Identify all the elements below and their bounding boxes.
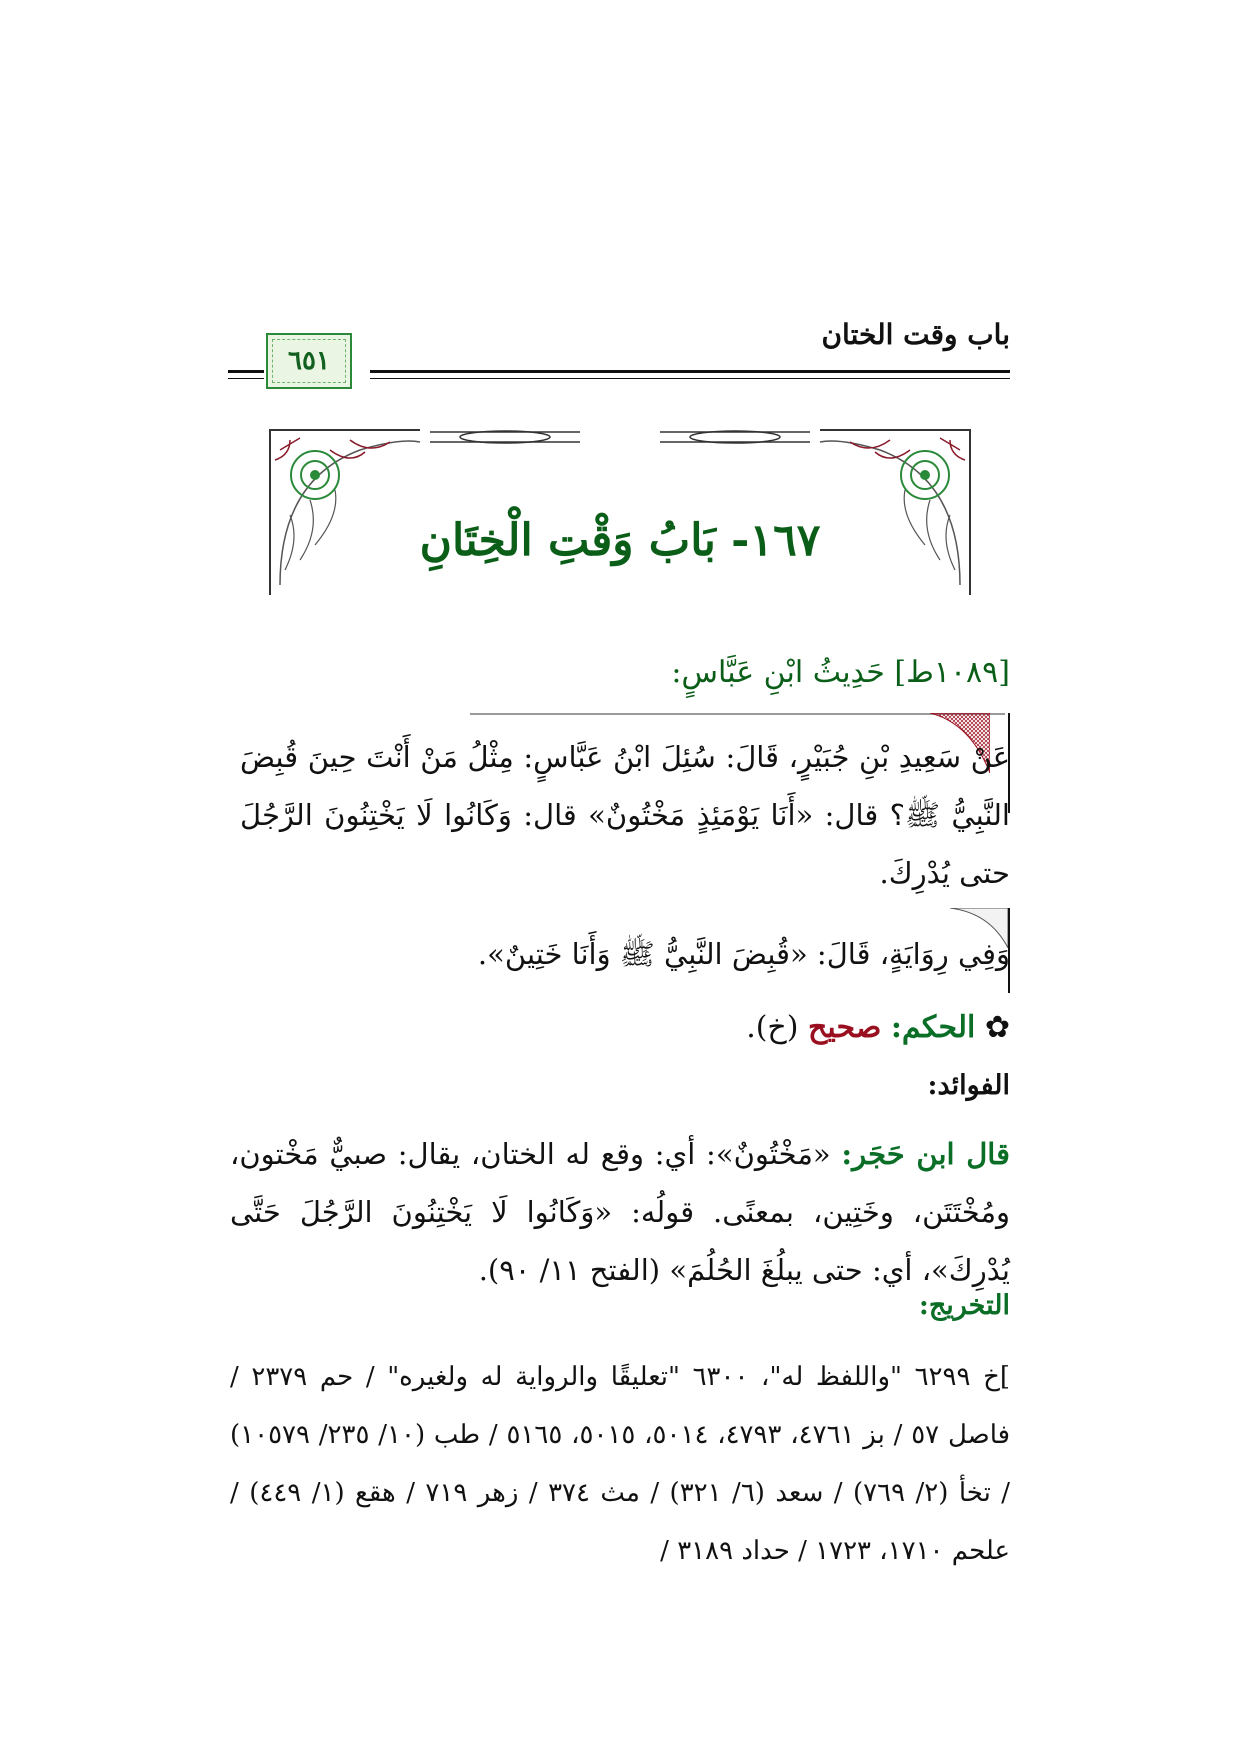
- chapter-ornament-frame: [260, 420, 980, 595]
- top-scroll-ornament: [430, 431, 810, 443]
- benefits-speaker: قال ابن حَجَر:: [841, 1137, 1010, 1171]
- ruling-ref: (خ).: [746, 1010, 799, 1045]
- running-title: باب وقت الختان: [821, 318, 1010, 351]
- hadith-variant-text: وَفِي رِوَايَةٍ، قَالَ: «قُبِضَ النَّبِيُّ ﷺ وَأَنَا خَتِينٌ».: [477, 937, 1010, 971]
- benefits-body: «مَخْتُونٌ»: أي: وقع له الختان، يقال: صبيٌّ مَخْتون، ومُخْتَتَن، وخَتِين، بمعنًى. قولُه: «وَكَانُوا لَا يَخْتِنُونَ الرَّجُلَ حَتَّى يُدْرِكَ»، أي: حتى يبلُغَ الحُلُمَ» (الفتح ١١/ ٩٠).: [230, 1137, 1010, 1287]
- takhrij-heading: التخريج:: [918, 1290, 1010, 1321]
- header-rule-left: [228, 370, 264, 373]
- right-corner-ornament: [820, 430, 970, 595]
- hadith-text: عَنْ سَعِيدِ بْنِ جُبَيْرٍ، قَالَ: سُئِلَ ابْنُ عَبَّاسٍ: مِثْلُ مَنْ أَنْتَ حِينَ قُبِضَ النَّبِيُّ ﷺ؟ قال: «أَنَا يَوْمَئِذٍ مَخْتُونٌ» قال: وَكَانُوا لَا يَخْتِنُونَ الرَّجُلَ حتى يُدْرِكَ.: [240, 740, 1010, 890]
- flower-ornament-icon: ✿: [984, 1010, 1010, 1045]
- ruling-verdict: صحيح: [808, 1010, 882, 1045]
- header-rule: [370, 370, 1010, 373]
- hadith-heading: [١٠٨٩ط] حَدِيثُ ابْنِ عَبَّاسٍ:: [671, 655, 1010, 690]
- header-rule-left-thin: [228, 378, 264, 379]
- heading-rule: [470, 713, 1005, 715]
- page-number: ٦٥١: [288, 346, 330, 376]
- benefits-heading: الفوائد:: [927, 1070, 1010, 1101]
- chapter-title: ١٦٧- بَابُ وَقْتِ الْخِتَانِ: [419, 515, 821, 566]
- benefits-text: [230, 1125, 1010, 1299]
- left-corner-ornament: [270, 430, 420, 595]
- ruling-label: الحكم:: [890, 1010, 976, 1045]
- takhrij-text: ]خ ٦٢٩٩ "واللفظ له"، ٦٣٠٠ "تعليقًا والرواية له ولغيره" / حم ٢٣٧٩ / فاصل ٥٧ / بز ٤٧٦١، ٤٧٩٣، ٥٠١٤، ٥٠١٥، ٥١٦٥ / طب (١٠/ ٢٣٥/ ١٠٥٧٩) / تخأ (٢/ ٧٦٩) / سعد (٦/ ٣٢١) / مث ٣٧٤ / زهر ٧١٩ / هقع (١/ ٤٤٩) / علحم ١٧١٠، ١٧٢٣ / حداد ٣١٨٩ /: [230, 1362, 1011, 1566]
- ruling-line: [746, 1010, 1010, 1045]
- header-rule-thin: [370, 378, 1010, 379]
- page-number-badge: [266, 333, 352, 389]
